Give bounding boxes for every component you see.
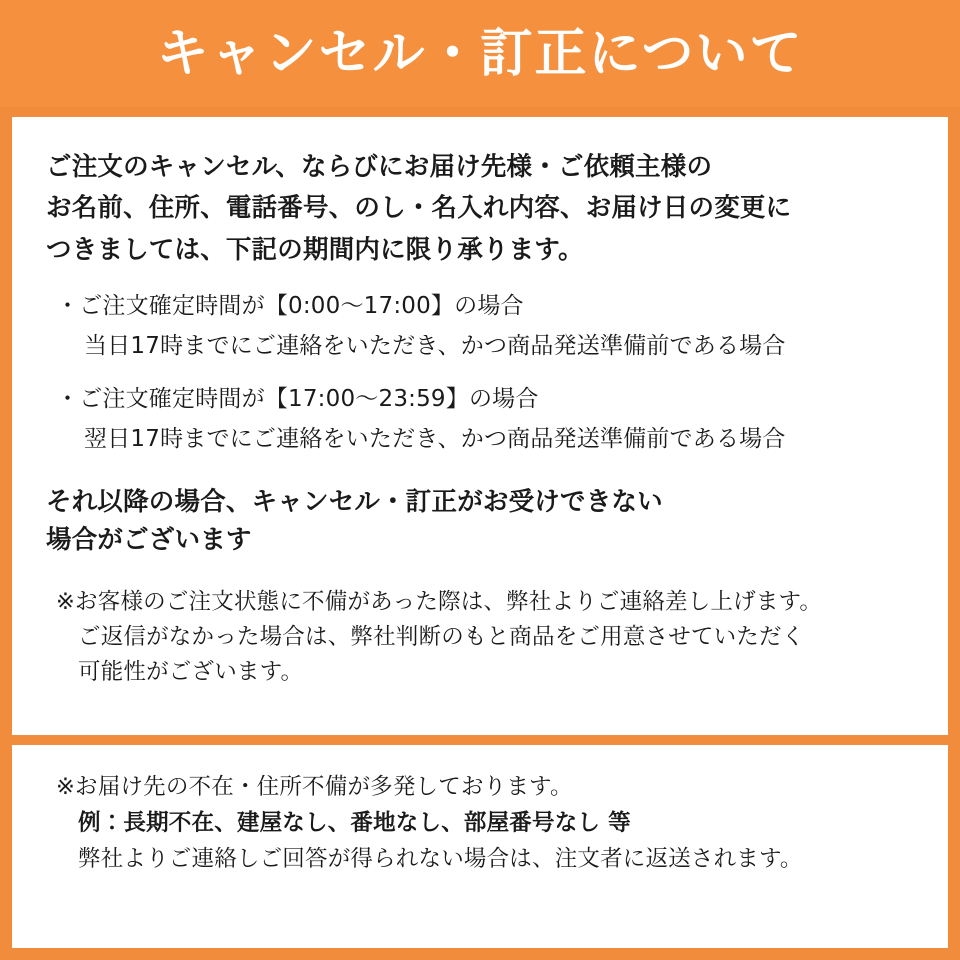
note-paragraph (46, 585, 914, 690)
emphasis-line-1: それ以降の場合、キャンセル・訂正がお受けできない (46, 486, 663, 517)
condition-2-head: ・ご注文確定時間が【17:00〜23:59】の場合 (56, 385, 539, 412)
note-line-1: ※お客様のご注文状態に不備があった際は、弊社よりご連絡差し上げます。 (56, 589, 823, 616)
condition-item-2 (46, 382, 914, 457)
condition-2-sub: 翌日17時までにご連絡をいただき、かつ商品発送準備前である場合 (84, 426, 786, 453)
main-content-card (12, 117, 948, 735)
bottom-line-2-example: 例：長期不在、建屋なし、番地なし、部屋番号なし 等 (78, 810, 631, 836)
note-line-3: 可能性がございます。 (78, 659, 304, 686)
lead-line-3: つきましては、下記の期間内に限り承ります。 (46, 234, 584, 265)
condition-1-sub: 当日17時までにご連絡をいただき、かつ商品発送準備前である場合 (84, 333, 786, 360)
condition-item-1 (46, 289, 914, 364)
lead-line-1: ご注文のキャンセル、ならびにお届け先様・ご依頼主様の (46, 152, 713, 182)
note-line-2: ご返信がなかった場合は、弊社判断のもと商品をご用意させていただく (78, 624, 805, 651)
bottom-line-1: ※お届け先の不在・住所不備が多発しております。 (56, 774, 573, 800)
lead-line-2: お名前、住所、電話番号、のし・名入れ内容、お届け日の変更に (46, 193, 792, 224)
lead-paragraph (46, 147, 914, 271)
emphasis-paragraph (46, 483, 914, 560)
page-title: キャンセル・訂正について (156, 23, 804, 84)
bottom-line-3: 弊社よりご連絡しご回答が得られない場合は、注文者に返送されます。 (78, 846, 803, 872)
page-header (0, 0, 960, 107)
emphasis-line-2: 場合がございます (46, 525, 252, 556)
condition-1-head: ・ご注文確定時間が【0:00〜17:00】の場合 (56, 292, 524, 319)
bottom-content-card (12, 745, 948, 948)
